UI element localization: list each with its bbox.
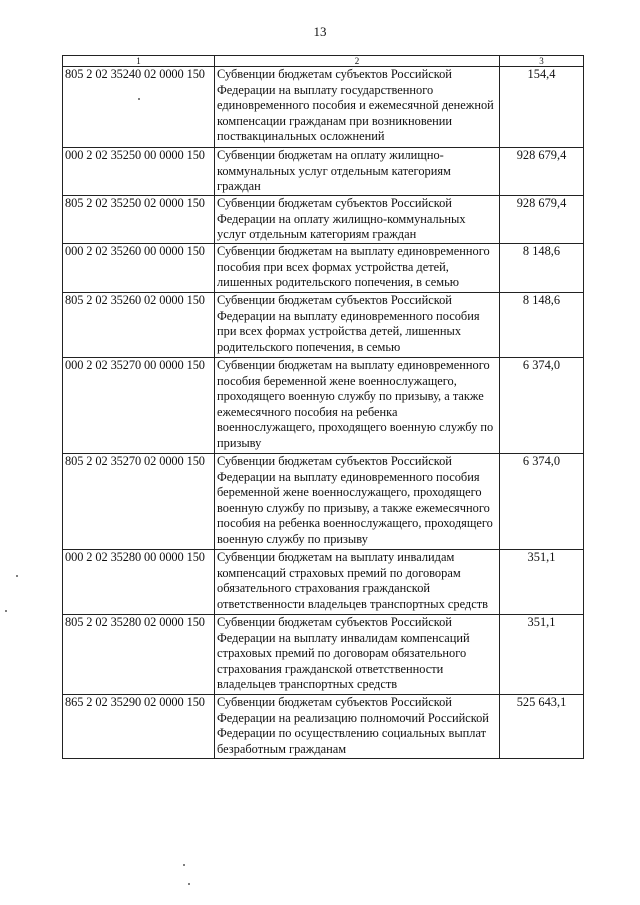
subsidy-description: Субвенции бюджетам на выплату единовременного пособия беременной жене военнослужащего, проходящего военную службу по призыву, а также ежемесячного пособия на ребенка военнослужащего, проходящего военную службу по призыву — [215, 358, 500, 454]
subsidy-amount: 928 679,4 — [500, 196, 584, 244]
subsidy-description: Субвенции бюджетам субъектов Российской Федерации на выплату единовременного пособия беременной жене военнослужащего, проходящего военную службу по призыву, а также ежемесячного пособия на ребенка военнослужащего, проходящего военную службу по призыву — [215, 454, 500, 550]
table-row — [63, 358, 584, 454]
scan-speck — [5, 610, 7, 612]
subsidy-description: Субвенции бюджетам субъектов Российской Федерации на выплату инвалидам компенсаций страховых премий по договорам обязательного страхования гражданской ответственности владельцев транспортных средств — [215, 615, 500, 695]
table-row — [63, 550, 584, 615]
budget-code: 000 2 02 35270 00 0000 150 — [63, 358, 215, 454]
budget-code: 000 2 02 35260 00 0000 150 — [63, 244, 215, 293]
budget-code: 865 2 02 35290 02 0000 150 — [63, 695, 215, 759]
column-number-1: 1 — [63, 56, 215, 67]
subsidy-description: Субвенции бюджетам на выплату единовременного пособия при всех формах устройства детей, лишенных родительского попечения, в семью — [215, 244, 500, 293]
table-row — [63, 293, 584, 358]
table-row — [63, 148, 584, 196]
scan-speck — [183, 864, 185, 866]
subsidy-description: Субвенции бюджетам субъектов Российской Федерации на оплату жилищно-коммунальных услуг отдельным категориям граждан — [215, 196, 500, 244]
table-row — [63, 196, 584, 244]
table-row — [63, 695, 584, 759]
subsidy-amount: 351,1 — [500, 550, 584, 615]
scan-speck — [138, 98, 140, 100]
subsidy-amount: 928 679,4 — [500, 148, 584, 196]
subsidy-description: Субвенции бюджетам субъектов Российской Федерации на выплату единовременного пособия при всех формах устройства детей, лишенных родительского попечения, в семью — [215, 293, 500, 358]
subsidy-description: Субвенции бюджетам субъектов Российской Федерации на реализацию полномочий Российской Федерации по осуществлению социальных выплат безработным гражданам — [215, 695, 500, 759]
column-number-2: 2 — [215, 56, 500, 67]
subsidy-amount: 8 148,6 — [500, 293, 584, 358]
budget-code: 805 2 02 35250 02 0000 150 — [63, 196, 215, 244]
subsidy-amount: 351,1 — [500, 615, 584, 695]
page-number: 13 — [313, 24, 327, 39]
scan-speck — [16, 575, 18, 577]
scan-speck — [188, 883, 190, 885]
subsidy-amount: 6 374,0 — [500, 358, 584, 454]
subsidy-amount: 525 643,1 — [500, 695, 584, 759]
subsidy-amount: 154,4 — [500, 67, 584, 148]
budget-code: 805 2 02 35260 02 0000 150 — [63, 293, 215, 358]
subsidy-description: Субвенции бюджетам на оплату жилищно-коммунальных услуг отдельным категориям граждан — [215, 148, 500, 196]
budget-code: 805 2 02 35280 02 0000 150 — [63, 615, 215, 695]
table-header-row — [63, 56, 584, 67]
budget-table — [62, 55, 584, 759]
budget-code: 805 2 02 35240 02 0000 150 — [63, 67, 215, 148]
budget-code: 000 2 02 35250 00 0000 150 — [63, 148, 215, 196]
budget-code: 000 2 02 35280 00 0000 150 — [63, 550, 215, 615]
subsidy-description: Субвенции бюджетам на выплату инвалидам компенсаций страховых премий по договорам обязательного страхования гражданской ответственности владельцев транспортных средств — [215, 550, 500, 615]
budget-code: 805 2 02 35270 02 0000 150 — [63, 454, 215, 550]
table-row — [63, 615, 584, 695]
table-row — [63, 244, 584, 293]
column-number-3: 3 — [500, 56, 584, 67]
subsidy-description: Субвенции бюджетам субъектов Российской Федерации на выплату государственного единовременного пособия и ежемесячной денежной компенсации гражданам при возникновении поствакцинальных осложнений — [215, 67, 500, 148]
subsidy-amount: 8 148,6 — [500, 244, 584, 293]
subsidy-amount: 6 374,0 — [500, 454, 584, 550]
table-row — [63, 454, 584, 550]
table-row — [63, 67, 584, 148]
